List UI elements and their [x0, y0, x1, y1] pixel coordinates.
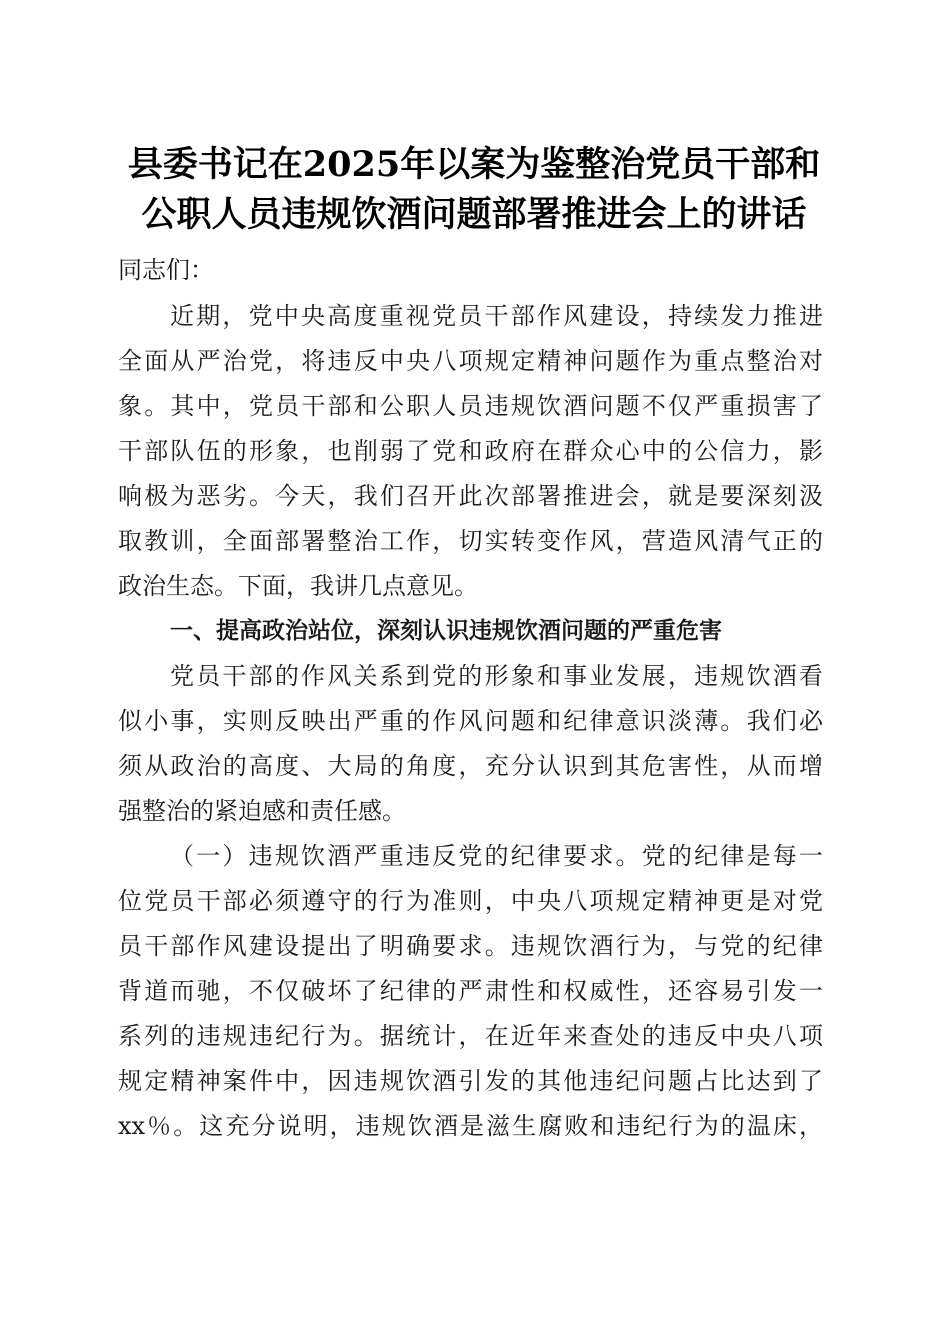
paragraph-line: 规定精神案件中，因违规饮酒引发的其他违纪问题占比达到了	[118, 1067, 823, 1095]
paragraph-line: 背道而驰，不仅破坏了纪律的严肃性和权威性，还容易引发一	[118, 977, 823, 1005]
paragraph-line: xx％。这充分说明，违规饮酒是滋生腐败和违纪行为的温床，	[118, 1112, 823, 1140]
paragraph-line: 响极为恶劣。今天，我们召开此次部署推进会，就是要深刻汲	[118, 482, 823, 510]
paragraph-line: 近期，党中央高度重视党员干部作风建设，持续发力推进	[170, 302, 823, 330]
paragraph-line: 党员干部的作风关系到党的形象和事业发展，违规饮酒看	[170, 662, 823, 690]
salutation: 同志们：	[118, 256, 214, 284]
paragraph-line: 须从政治的高度、大局的角度，充分认识到其危害性，从而增	[118, 752, 823, 780]
paragraph-line: 员干部作风建设提出了明确要求。违规饮酒行为，与党的纪律	[118, 932, 823, 960]
title-line: 公职人员违规饮酒问题部署推进会上的讲话	[141, 194, 807, 235]
document-title	[118, 140, 830, 240]
paragraph-line: 强整治的紧迫感和责任感。	[118, 797, 406, 825]
title-line: 县委书记在2025年以案为鉴整治党员干部和	[127, 144, 821, 185]
paragraph-line: 象。其中，党员干部和公职人员违规饮酒问题不仅严重损害了	[118, 392, 823, 420]
paragraph-line: 取教训，全面部署整治工作，切实转变作风，营造风清气正的	[118, 527, 823, 555]
paragraph-line: 系列的违规违纪行为。据统计，在近年来查处的违反中央八项	[118, 1022, 823, 1050]
subsection-line: （一）违规饮酒严重违反党的纪律要求。党的纪律是每一	[170, 842, 823, 870]
paragraph-line: 政治生态。下面，我讲几点意见。	[118, 572, 478, 600]
paragraph-line: 似小事，实则反映出严重的作风问题和纪律意识淡薄。我们必	[118, 707, 823, 735]
paragraph-line: 干部队伍的形象，也削弱了党和政府在群众心中的公信力，影	[118, 437, 823, 465]
paragraph-line: 位党员干部必须遵守的行为准则，中央八项规定精神更是对党	[118, 887, 823, 915]
paragraph-line: 全面从严治党，将违反中央八项规定精神问题作为重点整治对	[118, 347, 823, 375]
section-heading: 一、提高政治站位，深刻认识违规饮酒问题的严重危害	[170, 618, 722, 644]
